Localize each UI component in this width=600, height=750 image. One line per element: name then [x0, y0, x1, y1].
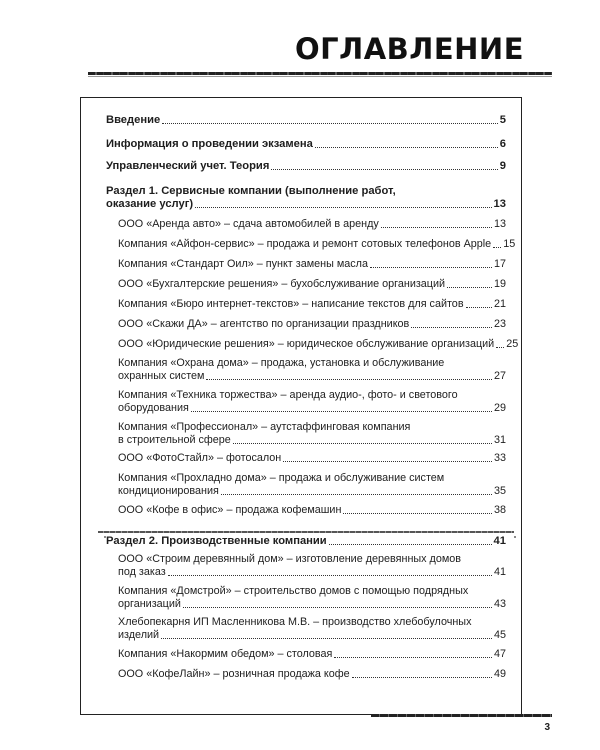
toc-page-number: 29	[493, 402, 506, 414]
toc-section-entry	[106, 160, 506, 173]
toc-entry-title: Управленческий учет. Теория	[106, 160, 270, 172]
toc-entry-line	[118, 434, 506, 447]
toc-entry-title: Раздел 1. Сервисные компании (выполнение работ,	[106, 185, 396, 197]
dot-leader	[315, 147, 498, 148]
toc-page-number: 35	[493, 485, 506, 497]
toc-page-number: 41	[493, 566, 506, 578]
toc-page-number: 33	[493, 452, 506, 464]
dot-leader	[162, 123, 498, 124]
dot-leader	[206, 379, 492, 380]
dot-leader	[496, 347, 504, 348]
toc-entry-title: ООО «Скажи ДА» – агентство по организации праздников	[118, 318, 410, 330]
toc-entry-line	[118, 629, 506, 642]
dot-leader	[411, 327, 492, 328]
toc-entry-line	[106, 535, 506, 548]
toc-entry	[118, 668, 506, 681]
toc-entry	[118, 389, 506, 415]
toc-entry-title: ООО «Аренда авто» – сдача автомобилей в аренду	[118, 218, 379, 230]
dot-leader	[195, 207, 491, 208]
toc-entry-line	[118, 218, 506, 231]
toc-entry-title: организаций	[118, 598, 181, 610]
toc-entry-title: ООО «Юридические решения» – юридическое обслуживание организаций	[118, 338, 495, 350]
toc-entry-title: Введение	[106, 114, 161, 126]
toc-entry-line	[118, 553, 506, 566]
toc-entry-line	[106, 185, 506, 198]
scan-speck	[514, 536, 516, 538]
toc-section-entry	[106, 535, 506, 548]
toc-entry-title: Компания «Айфон-сервис» – продажа и ремонт сотовых телефонов Apple	[118, 238, 492, 250]
toc-entry-title: Компания «Профессионал» – аутстаффинговая компания	[118, 421, 411, 433]
toc-page-number: 43	[493, 598, 506, 610]
toc-section-entry	[106, 114, 506, 127]
toc-entry	[118, 504, 506, 517]
page-number: 3	[544, 722, 550, 733]
scan-speck	[104, 536, 106, 538]
toc-entry-line	[118, 648, 506, 661]
dot-leader	[233, 443, 492, 444]
toc-entry-title: Компания «Бюро интернет-текстов» – написание текстов для сайтов	[118, 298, 464, 310]
toc-page-number: 5	[499, 114, 506, 126]
toc-entry	[118, 218, 506, 231]
toc-entry-line	[106, 198, 506, 211]
title-underline	[88, 72, 552, 75]
toc-entry-line	[118, 598, 506, 611]
toc-entry-line	[118, 566, 506, 579]
dot-leader	[381, 227, 492, 228]
toc-entry	[118, 472, 506, 498]
toc-entry-line	[106, 138, 506, 151]
dot-leader	[352, 677, 492, 678]
toc-entry-line	[118, 338, 519, 351]
toc-entry	[118, 616, 506, 642]
toc-entry-title: охранных систем	[118, 370, 205, 382]
toc-entry-line	[118, 370, 506, 383]
toc-entry	[118, 298, 506, 311]
toc-entry	[118, 238, 516, 251]
toc-entry-line	[106, 160, 506, 173]
toc-page-number: 15	[503, 238, 516, 250]
toc-entry-line	[118, 668, 506, 681]
toc-entry-line	[118, 452, 506, 465]
toc-entry-line	[118, 238, 516, 251]
toc-entry-title: Компания «Охрана дома» – продажа, установка и обслуживание	[118, 357, 445, 369]
toc-page-number: 38	[493, 504, 506, 516]
toc-entry-title: Компания «Прохладно дома» – продажа и обслуживание систем	[118, 472, 445, 484]
toc-entry-title: Информация о проведении экзамена	[106, 138, 313, 150]
toc-entry	[118, 553, 506, 579]
toc-entry-line	[118, 318, 506, 331]
toc-entry-title: ООО «Строим деревянный дом» – изготовление деревянных домов	[118, 553, 462, 565]
dot-leader	[466, 307, 492, 308]
toc-entry	[118, 357, 506, 383]
toc-entry-line	[118, 421, 506, 434]
toc-entry-line	[118, 402, 506, 415]
toc-entry	[118, 452, 506, 465]
toc-page-number: 13	[493, 198, 506, 210]
page-title: ОГЛАВЛЕНИЕ	[294, 32, 524, 66]
toc-page-number: 25	[506, 338, 519, 350]
dot-leader	[283, 461, 492, 462]
dot-leader	[370, 267, 492, 268]
toc-page-number: 47	[493, 648, 506, 660]
toc-entry-title: Компания «Накормим обедом» – столовая	[118, 648, 333, 660]
dot-leader	[191, 411, 492, 412]
toc-page-number: 13	[493, 218, 506, 230]
toc-entry-title: ООО «Бухгалтерские решения» – бухобслуживание организаций	[118, 278, 446, 290]
dot-leader	[343, 513, 492, 514]
toc-entry	[118, 258, 506, 271]
toc-entry-title: в строительной сфере	[118, 434, 231, 446]
toc-entry-title: ООО «ФотоСтайл» – фотосалон	[118, 452, 282, 464]
toc-entry	[118, 585, 506, 611]
dot-leader	[221, 494, 492, 495]
toc-entry	[118, 278, 506, 291]
toc-page-number: 27	[493, 370, 506, 382]
toc-entry-title: Компания «Стандарт Оил» – пункт замены масла	[118, 258, 368, 270]
toc-entry-title: Хлебопекарня ИП Масленникова М.В. – производство хлебобулочных	[118, 616, 472, 628]
toc-entry-title: Компания «Техника торжества» – аренда аудио-, фото- и светового	[118, 389, 458, 401]
dot-leader	[334, 657, 492, 658]
toc-entry-line	[118, 485, 506, 498]
toc-entry	[118, 648, 506, 661]
toc-entry-line	[118, 504, 506, 517]
toc-entry-title: ООО «КофеЛайн» – розничная продажа кофе	[118, 668, 350, 680]
toc-page-number: 41	[493, 535, 506, 547]
toc-page-number: 23	[493, 318, 506, 330]
toc-entry-title: оказание услуг)	[106, 198, 194, 210]
toc-entry-line	[118, 298, 506, 311]
toc-entry-title: под заказ	[118, 566, 166, 578]
toc-section-entry	[106, 138, 506, 151]
toc-entry-title: кондиционирования	[118, 485, 219, 497]
toc-entry-title: ООО «Кофе в офис» – продажа кофемашин	[118, 504, 342, 516]
dot-leader	[447, 287, 492, 288]
toc-page-number: 17	[493, 258, 506, 270]
toc-entry-line	[118, 616, 506, 629]
toc-entry	[118, 338, 519, 351]
toc-entry-line	[118, 278, 506, 291]
toc-entry-title: оборудования	[118, 402, 189, 414]
toc-entry-line	[118, 389, 506, 402]
toc-entry-title: Раздел 2. Производственные компании	[106, 535, 327, 547]
toc-page-number: 19	[493, 278, 506, 290]
dot-leader	[168, 575, 492, 576]
toc-entry-line	[118, 585, 506, 598]
section-divider	[98, 531, 514, 533]
toc-page-number: 21	[493, 298, 506, 310]
toc-page-number: 9	[499, 160, 506, 172]
toc-page-number: 49	[493, 668, 506, 680]
toc-section-entry	[106, 185, 506, 211]
dot-leader	[329, 544, 492, 545]
dot-leader	[271, 169, 497, 170]
toc-page-number: 45	[493, 629, 506, 641]
dot-leader	[161, 638, 492, 639]
toc-entry-line	[118, 472, 506, 485]
toc-entry-title: Компания «Домстрой» – строительство домов с помощью подрядных	[118, 585, 469, 597]
toc-entry	[118, 421, 506, 447]
dot-leader	[183, 607, 492, 608]
toc-entry	[118, 318, 506, 331]
toc-entry-line	[106, 114, 506, 127]
dot-leader	[493, 247, 501, 248]
toc-entry-line	[118, 258, 506, 271]
toc-entry-line	[118, 357, 506, 370]
toc-page-number: 6	[499, 138, 506, 150]
footer-rule	[371, 714, 552, 717]
toc-entry-title: изделий	[118, 629, 160, 641]
toc-page-number: 31	[493, 434, 506, 446]
